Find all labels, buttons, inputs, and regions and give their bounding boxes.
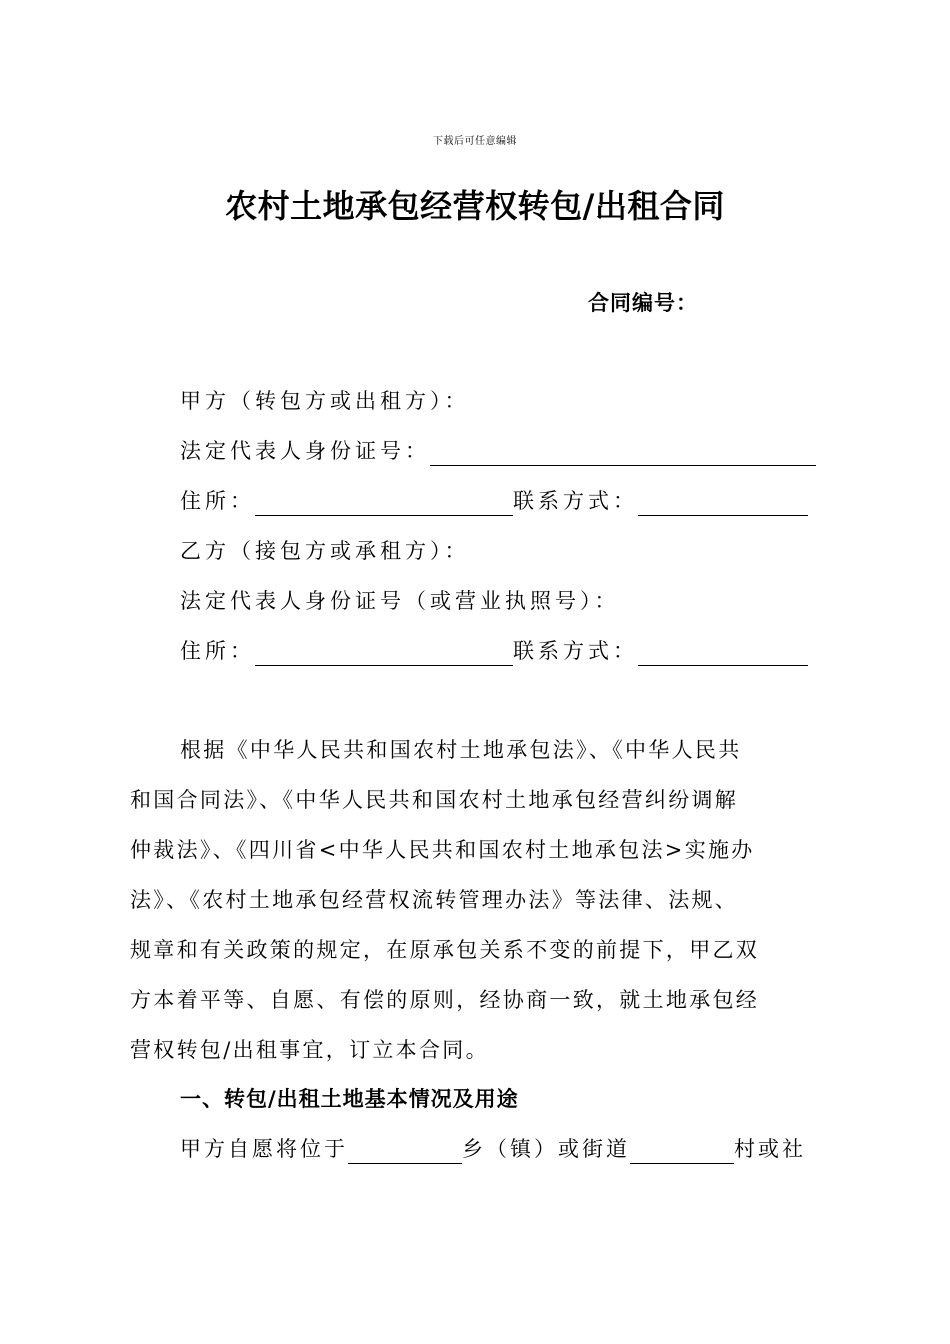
party-b-heading (180, 536, 470, 566)
section-1-first-line (180, 1134, 806, 1164)
party-a-id-blank[interactable] (430, 439, 816, 466)
section-1-text-part3: 村或社 (734, 1137, 806, 1161)
party-a-address-blank[interactable] (255, 489, 513, 516)
party-b-id-label: 法定代表人身份证号（或营业执照号）： (180, 589, 620, 613)
party-b-id-row (180, 586, 620, 616)
preamble-line: 规章和有关政策的规定，在原承包关系不变的前提下，甲乙双 (130, 938, 760, 962)
party-b-address-label: 住所： (180, 639, 255, 663)
party-a-heading (180, 386, 470, 416)
header-note: 下载后可任意编辑 (433, 136, 517, 147)
section-1-heading: 一、转包/出租土地基本情况及用途 (180, 1087, 519, 1111)
section-1-text-part2: 乡（镇）或街道 (462, 1137, 630, 1161)
preamble-line: 和国合同法》、《中华人民共和国农村土地承包经营纠纷调解 (130, 788, 739, 812)
township-blank[interactable] (348, 1137, 462, 1164)
party-b-contact-label: 联系方式： (513, 639, 638, 663)
preamble-line: 方本着平等、自愿、有偿的原则，经协商一致，就土地承包经 (130, 988, 760, 1012)
preamble-paragraph (130, 725, 830, 1075)
contract-number-label: 合同编号： (588, 291, 698, 315)
party-b-address-row (180, 636, 808, 666)
preamble-line: 根据《中华人民共和国农村土地承包法》、《中华人民共 (180, 738, 742, 762)
party-a-id-row (180, 436, 816, 466)
party-a-address-row (180, 486, 808, 516)
preamble-line: 法》、《农村土地承包经营权流转管理办法》等法律、法规、 (130, 888, 739, 912)
preamble-line: 仲裁法》、《四川省<中华人民共和国农村土地承包法>实施办 (130, 838, 755, 862)
preamble-line: 营权转包/出租事宜，订立本合同。 (130, 1038, 489, 1062)
section-1-text-part1: 甲方自愿将位于 (180, 1137, 348, 1161)
party-b-address-blank[interactable] (255, 639, 513, 666)
party-b-contact-blank[interactable] (638, 639, 808, 666)
party-a-heading-text: 甲方（转包方或出租方）： (180, 389, 470, 413)
party-a-contact-blank[interactable] (638, 489, 808, 516)
party-a-address-label: 住所： (180, 489, 255, 513)
page-title: 农村土地承包经营权转包/出租合同 (225, 187, 725, 225)
village-blank[interactable] (630, 1137, 734, 1164)
party-b-heading-text: 乙方（接包方或承租方）： (180, 539, 470, 563)
party-a-contact-label: 联系方式： (513, 489, 638, 513)
party-a-id-label: 法定代表人身份证号： (180, 439, 430, 463)
